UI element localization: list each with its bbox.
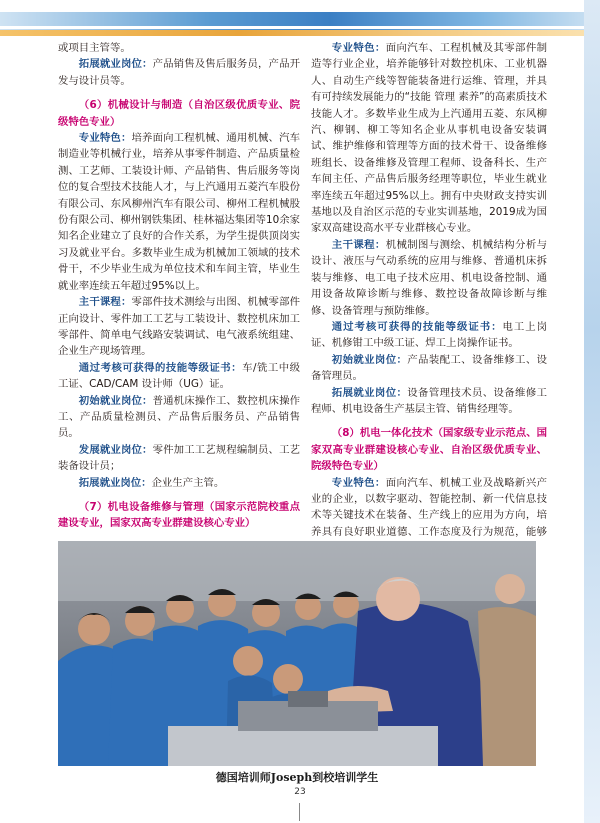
photo-caption: 德国培训师Joseph到校培训学生: [215, 771, 379, 784]
paragraph: 拓展就业岗位：产品销售及售后服务员，产品开发与设计员等。: [58, 58, 301, 87]
right-column: [311, 40, 547, 557]
side-decor-strip: [584, 0, 600, 823]
field-label: 主干课程：: [78, 296, 132, 309]
paragraph: 拓展就业岗位：设备管理技术员、设备维修工程师、机电设备生产基层主管、销售经理等。: [311, 386, 548, 415]
paragraph: 发展就业岗位：零件加工工艺规程编制员、工艺装备设计员；: [58, 443, 301, 473]
field-label: 拓展就业岗位：: [78, 58, 153, 71]
paragraph: 专业特色：面向汽车、机械工业及战略新兴产业的企业，以数字驱动、智能控制、新一代信息技术等关键技术在装备、生产线上的应用为方向，培养具有良好职业道德、工作态度及行为规范，能够: [311, 476, 548, 538]
paragraph: 主干课程：零部件技术测绘与出图、机械零部件正向设计、零件加工工艺与工装设计、数控机床加工零部件、简单电气线路安装调试、电气液系统组建、企业生产现场管理。: [58, 296, 300, 358]
field-label: 通过考核可获得的技能等级证书：: [78, 361, 243, 374]
paragraph: 初始就业岗位：普通机床操作工、数控机床操作工、产品质量检测员、产品售后服务员、产品销售员。: [58, 394, 301, 440]
section-heading-7: （7）机电设备维修与管理（国家示范院校重点建设专业，国家双高专业群建设核心专业）: [58, 500, 300, 530]
field-label: 拓展就业岗位：: [78, 476, 152, 489]
field-label: 专业特色：: [331, 42, 386, 54]
field-label: 主干课程：: [331, 238, 386, 251]
field-label: 初始就业岗位：: [78, 394, 153, 407]
paragraph: 主干课程：机械制图与测绘、机械结构分析与设计、液压与气动系统的应用与维修、普通机床拆装与维修、电工电子技术应用、机电设备控制、通用设备故障诊断与维修、数控设备故障诊断与维修、设备管理与预防维修。: [311, 238, 548, 317]
paragraph: 专业特色：面向汽车、工程机械及其零部件制造等行业企业，培养能够针对数控机床、工业机器人、自动生产线等智能装备进行运维、管理，并具有可持续发展能力的“技能 管理 素养”的高素质技术技能人才。多数毕业生成为上汽通用五菱、东风柳汽、柳钢、柳工等知名企业从事机电设备安装调试、维护维修和管理等方面的技术骨干、设备维修班组长、设备维修及管理工程师、设备科长、生产车间主任、产品售后服务经理等职位，毕业生就业率连续五年超过95%以上。拥有中央财政支持实训基地以及自治区示范的专业实训基地，2019成为国家双高建设高水平专业群核心专业。: [311, 42, 548, 235]
header-decor-bar: [0, 0, 600, 40]
paragraph: 或项目主管等。: [58, 42, 131, 54]
training-photo: [58, 541, 536, 766]
page-number: 23: [294, 787, 306, 797]
paragraph: 通过考核可获得的技能等级证书：电工上岗证、机修钳工中级工证、焊工上岗操作证书。: [311, 320, 548, 350]
page-tick-mark: [299, 803, 300, 821]
field-label: 拓展就业岗位：: [331, 386, 408, 399]
field-label: 专业特色：: [78, 132, 132, 145]
field-label: 发展就业岗位：: [78, 443, 153, 456]
paragraph: 专业特色：培养面向工程机械、通用机械、汽车制造业等机械行业，培养从事零件制造、产品质量检测、工艺师、工装设计师、产品销售、售后服务等岗位的复合型技术技能人才，与上汽通用五菱汽车股份有限公司、东风柳州汽车有限公司、柳州工程机械股份有限公司、柳州钢铁集团、桂林福达集团等10余家知名企业建立了良好的合作关系，为学生提供顶岗实习及就业平台。多数毕业生成为机械加工领域的技术骨干，不少毕业生成为单位技术和车间主管，毕业生就业率连续五年超过95%以上。: [58, 132, 300, 292]
field-label: 初始就业岗位：: [331, 353, 408, 366]
field-label: 通过考核可获得的技能等级证书：: [331, 320, 503, 333]
section-heading-6: （6）机械设计与制造（自治区级优质专业、院级特色专业）: [58, 99, 300, 128]
paragraph: 通过考核可获得的技能等级证书：车/铣工中级工证、CAD/CAM 设计师（UG）证。: [58, 361, 300, 391]
section-heading-8: （8）机电一体化技术（国家级专业示范点、国家双高专业群建设核心专业、自治区级优质专业、院级特色专业）: [311, 427, 547, 473]
field-label: 专业特色：: [331, 476, 386, 489]
paragraph: 拓展就业岗位：企业生产主管。: [78, 476, 225, 489]
paragraph: 初始就业岗位：产品装配工、设备维修工、设备管理员。: [311, 353, 548, 383]
left-column: [58, 40, 300, 532]
